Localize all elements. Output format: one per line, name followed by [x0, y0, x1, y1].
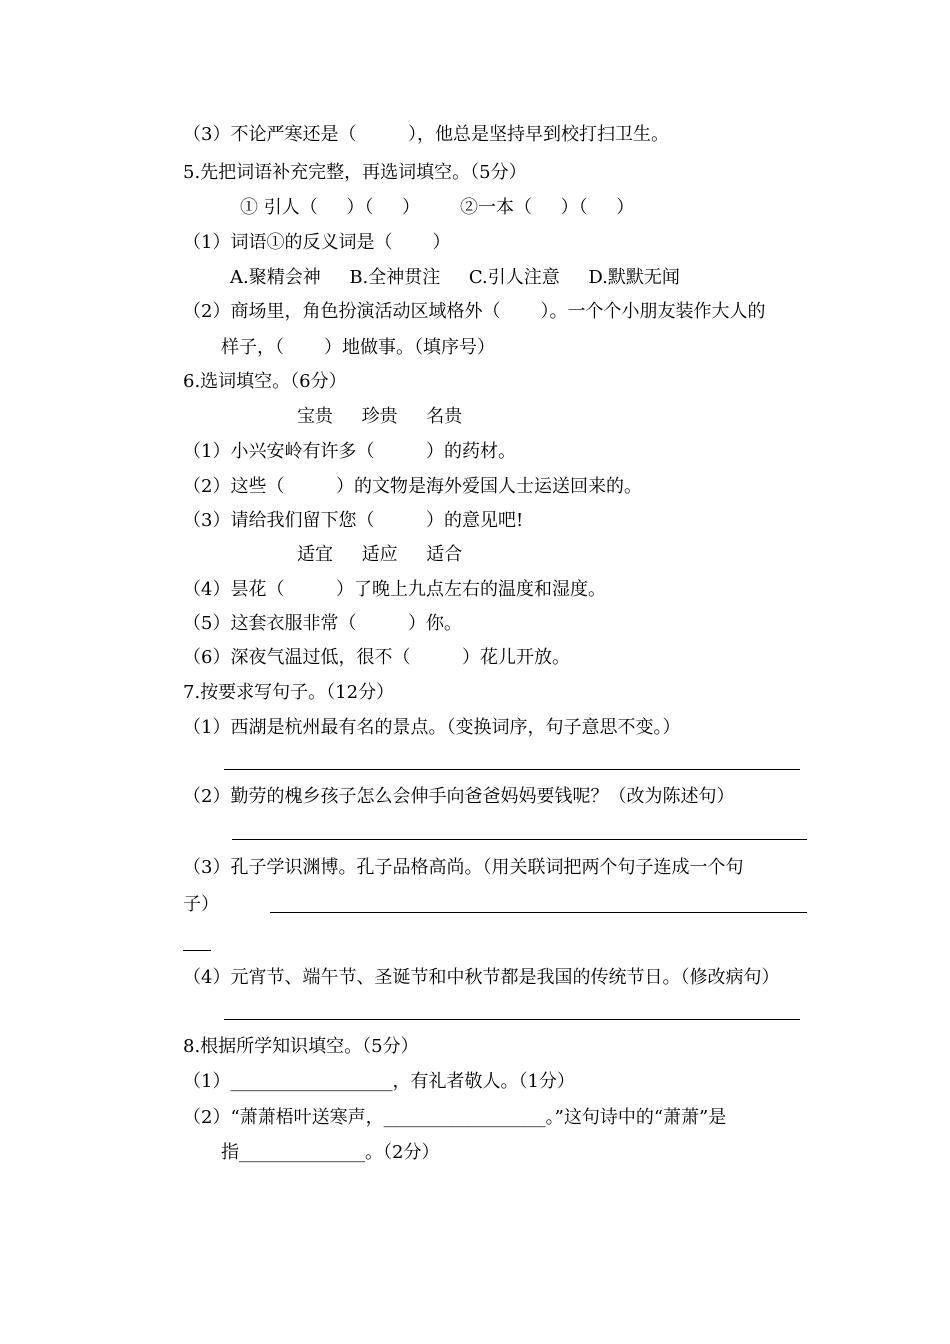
- q5-word-blanks: ① 引人（ ）（ ） ②一本（ ）（ ）: [240, 197, 635, 218]
- q6-word-group-1: 宝贵 珍贵 名贵: [297, 406, 463, 427]
- q7-item-3: （3）孔子学识渊博。孔子品格高尚。（用关联词把两个句子连成一个句: [183, 857, 744, 878]
- q8-item-1: （1）__________________，有礼者敬人。（1分）: [183, 1071, 575, 1092]
- q7-item-2-answer-line: [232, 839, 807, 840]
- q5-item-1: （1）词语①的反义词是（ ）: [183, 232, 451, 253]
- q7-item-4-answer-line: [224, 1019, 800, 1020]
- q6-item-6: （6）深夜气温过低，很不（ ）花儿开放。: [183, 647, 570, 668]
- q7-item-3-answer-line: [270, 912, 807, 913]
- q8-heading: 8.根据所学知识填空。（5分）: [183, 1036, 419, 1057]
- q5-item-1-options: A.聚精会神 B.全神贯注 C.引人注意 D.默默无闻: [230, 267, 680, 288]
- q5-heading: 5.先把词语补充完整，再选词填空。（5分）: [183, 162, 527, 183]
- q7-item-1-answer-line: [224, 769, 800, 770]
- q7-item-2: （2）勤劳的槐乡孩子怎么会伸手向爸爸妈妈要钱呢？（改为陈述句）: [183, 786, 735, 807]
- q8-item-2: （2）“萧萧梧叶送寒声，__________________。”这句诗中的“萧萧”是: [183, 1107, 727, 1128]
- q7-heading: 7.按要求写句子。（12分）: [183, 682, 395, 703]
- q7-item-1: （1）西湖是杭州最有名的景点。（变换词序，句子意思不变。）: [183, 717, 681, 738]
- q6-item-4: （4）昙花（ ）了晚上九点左右的温度和湿度。: [183, 579, 606, 600]
- q5-item-2-continued: 样子，（ ）地做事。（填序号）: [221, 337, 496, 358]
- q6-item-3: （3）请给我们留下您（ ）的意见吧!: [183, 510, 524, 531]
- q5-item-2: （2）商场里，角色扮演活动区域格外（ ）。一个个小朋友装作大人的: [183, 301, 766, 322]
- q7-item-3-continued: 子）: [183, 894, 219, 915]
- q6-item-5: （5）这套衣服非常（ ）你。: [183, 613, 462, 634]
- q6-heading: 6.选词填空。（6分）: [183, 371, 347, 392]
- q8-item-2-continued: 指______________。（2分）: [221, 1142, 440, 1163]
- q6-word-group-2: 适宜 适应 适合: [297, 544, 463, 565]
- q6-item-1: （1）小兴安岭有许多（ ）的药材。: [183, 441, 516, 462]
- q7-item-4: （4）元宵节、端午节、圣诞节和中秋节都是我国的传统节日。（修改病句）: [183, 967, 780, 988]
- q7-item-3-answer-line-end: [183, 950, 211, 951]
- q6-item-2: （2）这些（ ）的文物是海外爱国人士运送回来的。: [183, 476, 642, 497]
- q4-item-3: （3）不论严寒还是（ ），他总是坚持早到校打扫卫生。: [183, 124, 669, 145]
